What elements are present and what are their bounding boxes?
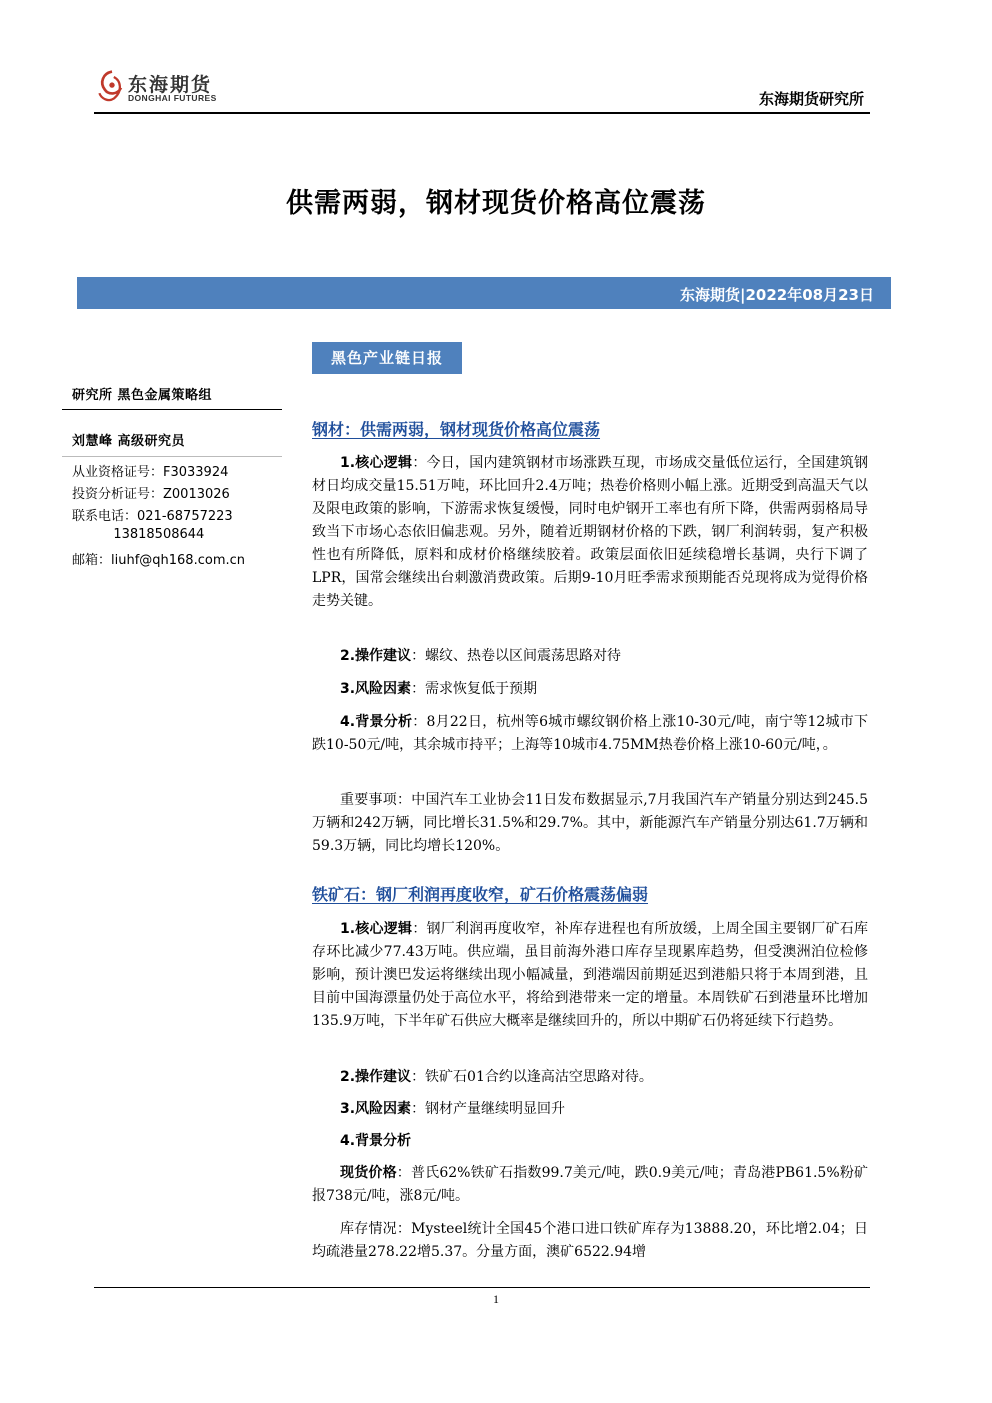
iron-risk-factors [312, 1098, 868, 1121]
iron-operation-lead: 2.操作建议 [340, 1069, 412, 1085]
steel-key-events: 重要事项：中国汽车工业协会11日发布数据显示,7月我国汽车产销量分别达到245.5万辆和242万辆，同比增长31.5%和29.7%。其中，新能源汽车产销量分别达61.7万辆和59.3万辆，同比均增长120%。 [312, 792, 868, 854]
sidebar-email: 邮箱：liuhf@qh168.com.cn [72, 553, 245, 568]
iron-core-logic-lead: 1.核心逻辑 [340, 921, 413, 937]
iron-background [312, 1130, 868, 1153]
steel-risk-lead: 3.风险因素 [340, 681, 412, 697]
sidebar-phone: 联系电话：021-68757223 [72, 509, 233, 524]
header-divider [94, 112, 870, 114]
steel-risk-factors [312, 678, 868, 701]
sidebar-dept: 研究所 黑色金属策略组 [72, 388, 213, 403]
steel-risk-text: ：需求恢复低于预期 [411, 681, 538, 697]
iron-core-logic [312, 918, 868, 1033]
iron-risk-text: ：钢材产量继续明显回升 [411, 1101, 566, 1117]
page-number: 1 [493, 1292, 499, 1306]
report-title: 供需两弱，钢材现货价格高位震荡 [286, 188, 706, 219]
section-heading-steel: 钢材：供需两弱，钢材现货价格高位震荡 [312, 420, 601, 439]
steel-core-logic [312, 452, 868, 613]
steel-background-lead: 4.背景分析 [340, 714, 413, 730]
iron-core-logic-text: ：钢厂利润再度收窄，补库存进程也有所放缓，上周全国主要钢厂矿石库存环比减少77.43万吨。供应端，虽目前海外港口库存呈现累库趋势，但受澳洲泊位检修影响，预计澳巴发运将继续出现小幅减量，到港端因前期延迟到港船只将于本周到港，且目前中国海漂量仍处于高位水平，将给到港带来一定的增量。本周铁矿石到港量环比增加135.9万吨，下半年矿石供应大概率是继续回升的，所以中期矿石仍将延续下行趋势。 [312, 921, 869, 1029]
logo-text-en: DONGHAI FUTURES [128, 93, 217, 103]
iron-operation-advice [312, 1066, 868, 1089]
institute-name: 东海期货研究所 [758, 90, 864, 108]
section-heading-iron-ore: 铁矿石：钢厂利润再度收窄，矿石价格震荡偏弱 [312, 885, 649, 904]
iron-spot-text: ：普氏62%铁矿石指数99.7美元/吨，跌0.9美元/吨；青岛港PB61.5%粉矿报738元/吨，涨8元/吨。 [312, 1165, 869, 1204]
donghai-logo [94, 66, 130, 106]
report-category-badge: 黑色产业链日报 [312, 342, 462, 374]
sidebar-analyst: 刘慧峰 高级研究员 [72, 434, 186, 449]
iron-spot-lead: 现货价格 [340, 1165, 397, 1181]
steel-core-logic-text: ：今日，国内建筑钢材市场涨跌互现，市场成交量低位运行，全国建筑钢材日均成交量15.51万吨，环比回升2.4万吨；热卷价格则小幅上涨。近期受到高温天气以及限电政策的影响，下游需求恢复缓慢，同时电炉钢开工率也有所下降，供需两弱格局导致当下市场心态依旧偏悲观。另外，随着近期钢材价格的下跌，钢厂利润转弱，复产积极性也有所降低，原料和成材价格继续胶着。政策层面依旧延续稳增长基调，央行下调了LPR，国常会继续出台刺激消费政策。后期9-10月旺季需求预期能否兑现将成为觉得价格走势关键。 [312, 455, 869, 609]
footer-divider [94, 1287, 870, 1288]
steel-operation-lead: 2.操作建议 [340, 648, 412, 664]
iron-risk-lead: 3.风险因素 [340, 1101, 412, 1117]
sidebar-divider-2 [62, 456, 282, 457]
iron-background-lead: 4.背景分析 [340, 1133, 412, 1149]
sidebar-qualification: 从业资格证号：F3033924 [72, 465, 229, 480]
logo-text-cn: 东海期货 [128, 74, 213, 96]
iron-inventory: 库存情况：Mysteel统计全国45个港口进口铁矿库存为13888.20，环比增2.04；日均疏港量278.22增5.37。分量方面，澳矿6522.94增 [312, 1221, 868, 1260]
steel-background-text: ：8月22日，杭州等6城市螺纹钢价格上涨10-30元/吨，南宁等12城市下跌10-50元/吨，其余城市持平；上海等10城市4.75MM热卷价格上涨10-60元/吨，。 [312, 714, 868, 753]
steel-core-logic-lead: 1.核心逻辑 [340, 455, 413, 471]
steel-operation-text: ：螺纹、热卷以区间震荡思路对待 [411, 648, 622, 664]
iron-operation-text: ：铁矿石01合约以逢高沽空思路对待。 [411, 1069, 653, 1085]
steel-background [312, 711, 868, 757]
sidebar-analysis-cert: 投资分析证号：Z0013026 [72, 487, 230, 502]
date-banner-text: 东海期货|2022年08月23日 [680, 286, 874, 304]
iron-spot-price [312, 1162, 868, 1208]
steel-operation-advice [312, 645, 868, 668]
sidebar-divider [62, 409, 282, 410]
sidebar-mobile: 13818508644 [72, 527, 205, 542]
